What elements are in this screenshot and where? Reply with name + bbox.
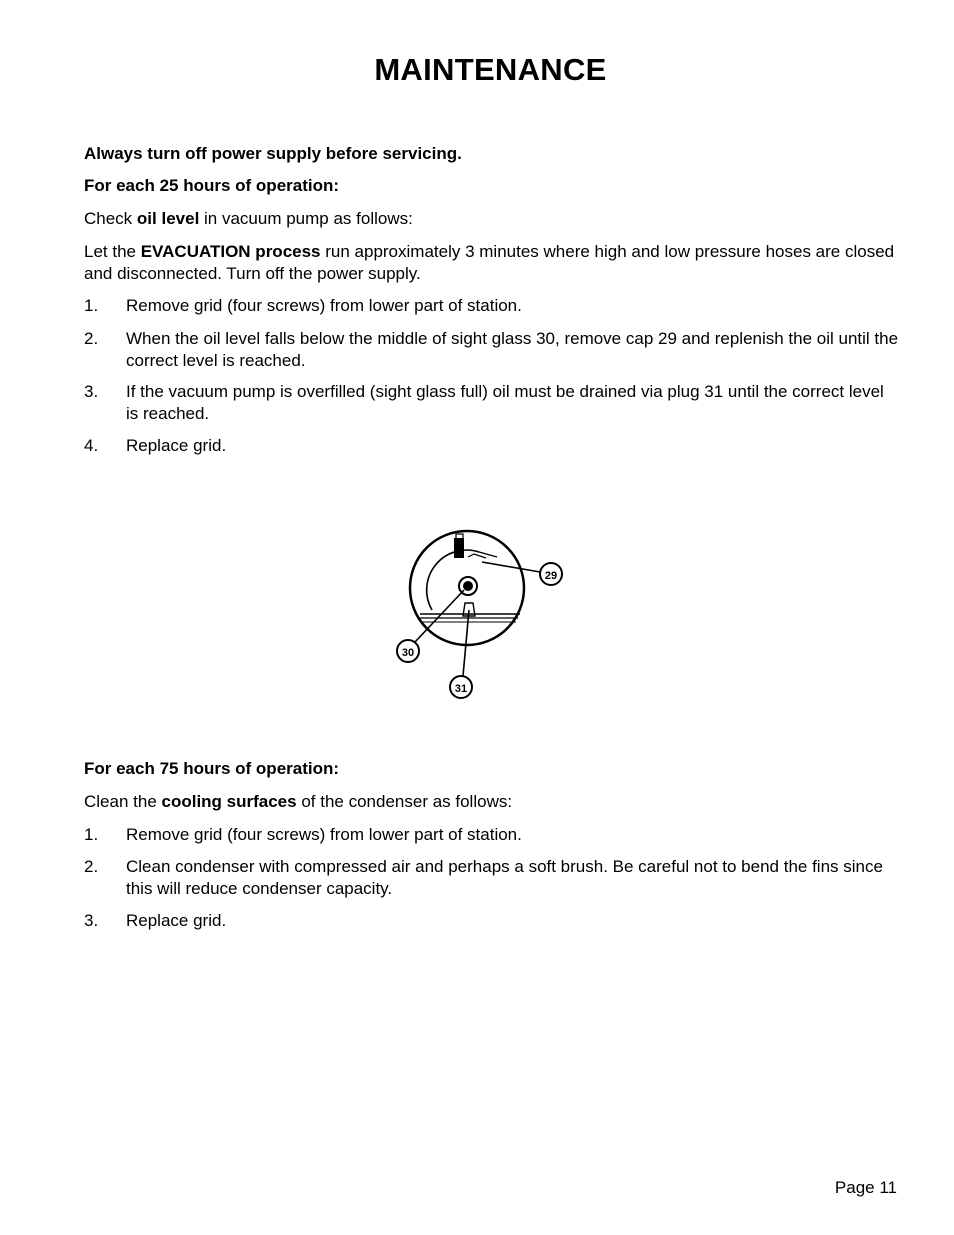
page-number: Page 11 bbox=[834, 1178, 897, 1197]
intro-text-end: in vacuum pump as follows: bbox=[199, 209, 413, 228]
section2-heading: For each 75 hours of operation: bbox=[84, 759, 340, 778]
step-number: 1. bbox=[84, 296, 99, 315]
step-text: If the vacuum pump is overfilled (sight glass full) oil must be drained via plug 31 until the correct level is reached. bbox=[126, 382, 884, 423]
step-text: Remove grid (four screws) from lower part of station. bbox=[126, 296, 522, 315]
intro-bold-text: cooling surfaces bbox=[161, 792, 297, 811]
pump-sight-glass-figure bbox=[376, 500, 596, 705]
safety-warning: Always turn off power supply before servicing. bbox=[84, 144, 462, 163]
callout-30-label: 30 bbox=[401, 647, 415, 659]
intro-text: Check bbox=[84, 209, 137, 228]
evac-bold-text: EVACUATION process bbox=[140, 242, 321, 261]
step-text: Replace grid. bbox=[126, 436, 227, 455]
section1-intro bbox=[84, 208, 900, 230]
step-number: 2. bbox=[84, 857, 99, 876]
section1-heading: For each 25 hours of operation: bbox=[84, 176, 340, 195]
oil-cap bbox=[454, 538, 464, 558]
callout-29-label: 29 bbox=[544, 570, 558, 582]
vacuum-pump-diagram bbox=[376, 500, 596, 705]
step-text: Replace grid. bbox=[126, 911, 227, 930]
step-number: 3. bbox=[84, 382, 99, 401]
step-number: 2. bbox=[84, 329, 99, 348]
step-text: Clean condenser with compressed air and perhaps a soft brush. Be careful not to bend the fins since this will reduce condenser capacity. bbox=[126, 857, 883, 898]
intro-text: Clean the bbox=[84, 792, 162, 811]
step-number: 4. bbox=[84, 436, 99, 455]
step-text: When the oil level falls below the middle of sight glass 30, remove cap 29 and replenish the oil until the correct level is reached. bbox=[126, 329, 899, 370]
page-title: MAINTENANCE bbox=[374, 52, 607, 87]
section2-intro bbox=[84, 791, 900, 813]
step-number: 3. bbox=[84, 911, 99, 930]
evac-text-end: run approximately 3 minutes where high and low pressure hoses are closed and disconnected. Turn off the power supply. bbox=[84, 242, 895, 283]
intro-bold-text: oil level bbox=[136, 209, 200, 228]
sight-glass bbox=[463, 581, 473, 591]
callout-31-label: 31 bbox=[454, 683, 468, 695]
evacuation-paragraph bbox=[84, 241, 900, 285]
evac-text: Let the bbox=[84, 242, 141, 261]
step-text: Remove grid (four screws) from lower part of station. bbox=[126, 825, 522, 844]
step-number: 1. bbox=[84, 825, 99, 844]
intro-text-end: of the condenser as follows: bbox=[296, 792, 513, 811]
